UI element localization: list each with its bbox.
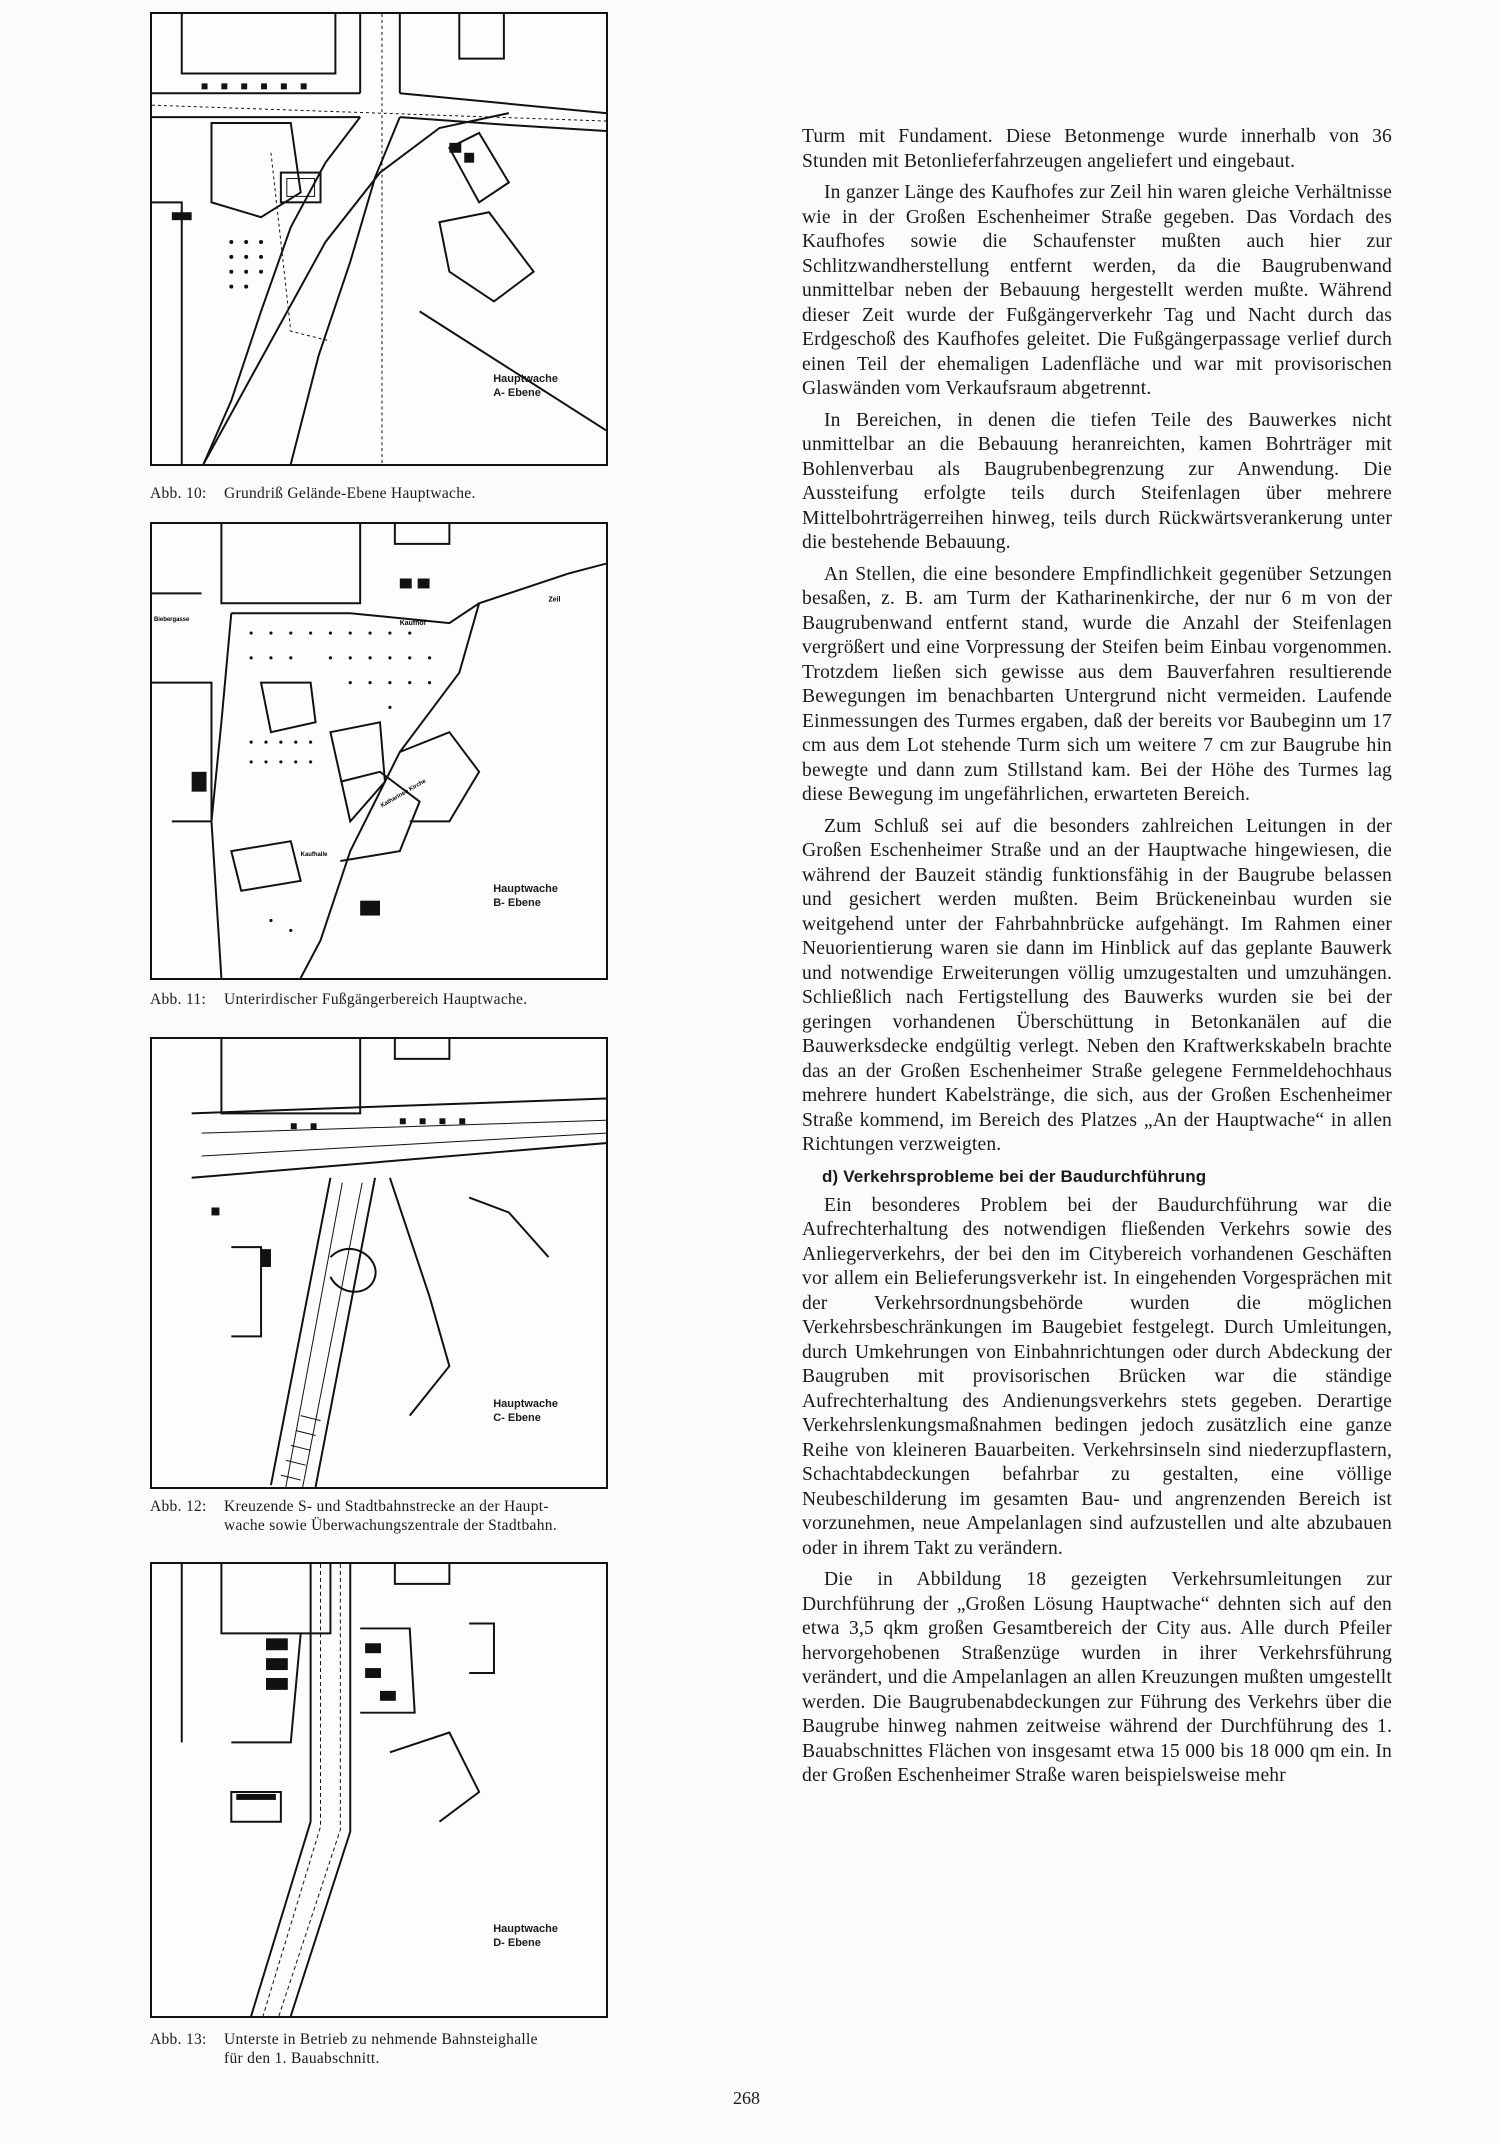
page-number: 268 bbox=[733, 2088, 760, 2108]
plan-label-line1: Hauptwache bbox=[493, 1398, 558, 1410]
figure-caption bbox=[150, 2030, 538, 2068]
paragraph: An Stellen, die eine besondere Empfindlichkeit gegenüber Setzungen besaßen, z. B. am Turm der Katharinenkirche, der nur 6 m von der Baugrubenwand entfernt stand, wurde die Anzahl der Steifenlagen vergrößert und eine Vorpressung der Steifen beim Einbau vorgenommen. Trotzdem ließen sich gewisse aus dem Bauverfahren resultierende Bewegungen im benachbarten Untergrund nicht vermeiden. Laufende Einmessungen des Turmes ergaben, daß der bereits vor Baubeginn um 17 cm aus dem Lot stehende Turm sich um weitere 7 cm zur Baugrube hin bewegte und dann zum Stillstand kam. Bei der Höhe des Turmes lag diese Bewegung im ungefährlichen, erwarteten Bereich. bbox=[802, 563, 1392, 805]
caption-number: Abb. 11: bbox=[150, 991, 207, 1008]
map-label-kaufhalle: Kaufhalle bbox=[300, 852, 328, 859]
plan-label-line2: B- Ebene bbox=[493, 897, 541, 909]
paragraph: Ein besonderes Problem bei der Baudurchführung war die Aufrechterhaltung des notwendigen fließenden Verkehrs sowie des Anliegerverkehrs, der bei den im Citybereich vorhandenen Geschäften vor allem ein Belieferungsverkehr ist. In eingehenden Vorgesprächen mit der Verkehrsordnungsbehörde wurden die möglichen Verkehrsbeschränkungen im Baugebiet festgelegt. Durch Umleitungen, durch Umkehrungen von Einbahnrichtungen oder durch Abdeckung der Baugruben mit provisorischen Brücken war die ständige Aufrechterhaltung des Andienungsverkehrs stets gegeben. Derartige Verkehrslenkungsmaßnahmen bedingen jedoch zusätzlich eine ganze Reihe von kleineren Bauarbeiten. Verkehrsinseln sind niederzupflastern, Schachtabdeckungen befahrbar zu gestalten, eine völlige Neubeschilderung im gesamten Bau- und angrenzenden Bereich ist vorzunehmen, neue Ampelanlagen sind aufzustellen und alte abzubauen oder in ihrem Takt zu verändern. bbox=[802, 1194, 1392, 1559]
caption-text-line2: für den 1. Bauabschnitt. bbox=[224, 2050, 380, 2067]
plan-label-line1: Hauptwache bbox=[493, 883, 558, 895]
map-label-kaufhof: Kaufhof bbox=[399, 620, 426, 628]
plan-label bbox=[493, 1397, 558, 1425]
caption-text-line1: Unterste in Betrieb zu nehmende Bahnsteighalle bbox=[224, 2031, 538, 2048]
map-label-biebergasse: Biebergasse bbox=[153, 617, 190, 624]
plan-label-line1: Hauptwache bbox=[493, 1923, 558, 1935]
plan-label-line2: A- Ebene bbox=[493, 387, 541, 399]
paragraph: In Bereichen, in denen die tiefen Teile des Bauwerkes nicht unmittelbar an die Bebauung heranreichten, kamen Bohrträger mit Bohlenverbau als Baugrubenbegrenzung zur Anwendung. Die Aussteifung erfolgte teils durch Steifenlagen über mehrere Mittelbohrträgerreihen hinweg, teils durch Rückwärtsverankerung unter die bestehende Bebauung. bbox=[802, 409, 1392, 553]
paragraph: Die in Abbildung 18 gezeigten Verkehrsumleitungen zur Durchführung der „Großen Lösung Hauptwache“ dehnten sich auf den etwa 3,5 qkm großen Gesamtbereich der City aus. Alle durch Pfeiler hervorgehobenen Straßenzüge wurden in ihrer Verkehrsführung verändert, und die Ampelanlagen an allen Kreuzungen mußten umgestellt werden. Die Baugrubenabdeckungen zur Führung des Verkehrs über die Baugrube hinweg nahmen zeitweise während der Durchführung des 1. Bauabschnittes Flächen von insgesamt etwa 15 000 bis 18 000 qm ein. In der Großen Eschenheimer Straße waren beispielsweise mehr bbox=[802, 1569, 1392, 1786]
plan-label bbox=[493, 1922, 558, 1950]
paragraph: Zum Schluß sei auf die besonders zahlreichen Leitungen in der Großen Eschenheimer Straße und an der Hauptwache hingewiesen, die während der Bauzeit ständig funktionsfähig in der Baugrube belassen und gesichert werden mußten. Beim Brückeneinbau wurden sie weitgehend unter der Fahrbahnbrücke aufgehängt. Im Rahmen einer Neuorientierung waren sie dann im Hinblick auf das geplante Bauwerk und notwendige Erweiterungen völlig umzugestalten und umzuhängen. Schließlich nach Fertigstellung des Bauwerks wurden sie bei der geringen vorhandenen Überschüttung in Betonkanälen auf die Bauwerksdecke endgültig verlegt. Neben den Kraftwerkskabeln brachte das an der Großen Eschenheimer Straße gelegene Fernmeldehochhaus mehrere hundert Kabelstränge, die sich, aus der Großen Eschenheimer Straße kommend, im Bereich des Platzes „An der Hauptwache“ in allen Richtungen verzweigten. bbox=[802, 815, 1392, 1155]
figure-caption bbox=[150, 1497, 557, 1535]
caption-text-line1: Kreuzende S- und Stadtbahnstrecke an der Haupt- bbox=[224, 1498, 549, 1515]
section-heading: d) Verkehrsprobleme bei der Baudurchführung bbox=[822, 1166, 1207, 1186]
plan-label-line2: C- Ebene bbox=[493, 1412, 541, 1424]
map-label-zeil: Zeil bbox=[548, 596, 561, 604]
plan-d-ebene bbox=[150, 1562, 608, 2018]
plan-label bbox=[493, 372, 558, 400]
caption-number: Abb. 10: bbox=[150, 485, 207, 502]
paragraph: Turm mit Fundament. Diese Betonmenge wurde innerhalb von 36 Stunden mit Betonlieferfahrzeugen angeliefert und eingebaut. bbox=[802, 126, 1392, 172]
caption-text-line2: wache sowie Überwachungszentrale der Stadtbahn. bbox=[224, 1517, 558, 1534]
plan-c-ebene bbox=[150, 1037, 608, 1489]
paragraph: In ganzer Länge des Kaufhofes zur Zeil hin waren gleiche Verhältnisse wie in der Großen Eschenheimer Straße gegeben. Das Vordach des Kaufhofes sowie die Schaufenster mußten auch hier zur Schlitzwandherstellung entfernt werden, da die Baugrubenwand unmittelbar neben der Bebauung hergestellt werden mußte. Während dieser Zeit wurde der Fußgängerverkehr Tag und Nacht durch das Erdgeschoß des Kaufhofes geleitet. Die Fußgängerpassage verlief durch einen Teil der ehemaligen Ladenfläche und war mit provisorischen Glaswänden vom Verkaufsraum abgetrennt. bbox=[802, 182, 1392, 399]
caption-number: Abb. 12: bbox=[150, 1498, 207, 1515]
figure-caption bbox=[150, 990, 527, 1009]
plan-b-ebene bbox=[150, 522, 608, 980]
caption-number: Abb. 13: bbox=[150, 2031, 207, 2048]
map-label-katharinen-kirche: Katharinen Kirche bbox=[379, 778, 428, 810]
plan-a-ebene bbox=[150, 12, 608, 466]
plan-label-line2: D- Ebene bbox=[493, 1937, 541, 1949]
plan-label-line1: Hauptwache bbox=[493, 373, 558, 385]
body-text-column bbox=[802, 125, 1392, 1796]
plan-label bbox=[493, 882, 558, 910]
caption-text: Grundriß Gelände-Ebene Hauptwache. bbox=[224, 485, 476, 502]
caption-text: Unterirdischer Fußgängerbereich Hauptwache. bbox=[224, 991, 528, 1008]
figure-caption bbox=[150, 484, 476, 503]
